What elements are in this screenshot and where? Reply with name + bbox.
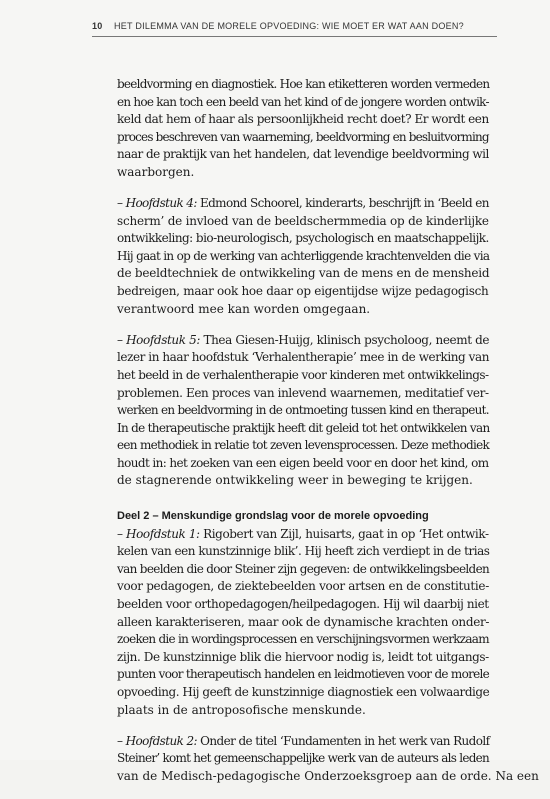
text-line: het beeld in de verhalentherapie voor kinderen met ontwikkelings- [117,367,489,382]
text-line: plaats in de antroposofische menskunde. [117,702,366,717]
text-run: Thea Giesen-Huijg, klinisch psycholoog, neemt de [200,332,490,347]
text-run: Rigobert van Zijl, huisarts, gaat in op ‘Het ontwik- [199,526,489,541]
text-run: Edmond Schoorel, kinderarts, beschrijft in ‘Beeld en [196,196,489,211]
text-line: lezer in haar hoofdstuk ‘Verhalentherapie’ mee in de werking van [117,350,490,365]
text-line: de beeldtechniek de ontwikkeling van de mens en de mensheid [117,266,490,281]
chapter-label: Hoofdstuk 4: [125,196,197,211]
text-line [117,332,489,350]
dash: – [117,332,127,347]
text-line: een methodiek in relatie tot zeven levensprocessen. Deze methodiek [117,438,490,453]
text-line: verantwoord mee kan worden omgegaan. [117,301,371,316]
text-line: In de therapeutische praktijk heeft dit geleid tot het ontwikkelen van [117,420,490,435]
text-line: keld dat hem of haar als persoonlijkheid recht doet? Er wordt een [117,112,489,127]
page-number: 10 [92,21,103,31]
paragraph-deel2-hoofdstuk-2 [117,733,539,786]
text-line: opvoeding. Hij geeft de kunstzinnige diagnostiek een volwaardige [117,685,490,699]
text-line: Hij gaat in op de werking van achterliggende krachtenvelden die via [117,248,490,263]
dash: – [117,733,126,748]
text-line [117,526,489,544]
text-line: ontwikkeling: bio-neurologisch, psychologisch en maatschappelijk. [117,231,489,246]
text-line: waarborgen. [117,164,195,179]
text-line: de stagnerende ontwikkeling weer in beweging te krijgen. [117,473,473,488]
text-line: zijn. De kunstzinnige blik die hiervoor nodig is, leidt tot uitgangs- [117,649,489,664]
text-line: punten voor therapeutisch handelen en leidmotieven voor de morele [117,667,490,682]
text-line: beeldvorming en diagnostiek. Hoe kan etiketteren worden vermeden [117,77,490,91]
chapter-label: Hoofdstuk 1: [126,526,200,541]
text-line: problemen. Een proces van inlevend waarnemen, meditatief ver- [117,385,489,400]
text-line: van de Medisch-pedagogische Onderzoeksgroep aan de orde. Na een [117,768,539,783]
text-line: en hoe kan toch een beeld van het kind of de jongere worden ontwik- [117,94,489,109]
dash: – [117,196,126,211]
text-line: Steiner’ komt het gemeenschappelijke werk van de auteurs als leden [117,751,489,766]
paragraph-beeldvorming [117,76,489,182]
running-title: HET DILEMMA VAN DE MORELE OPVOEDING: WIE MOET ER WAT AAN DOEN? [114,21,464,31]
text-line [117,733,489,751]
text-line: naar de praktijk van het handelen, dat levendige beeldvorming wil [117,147,489,162]
text-line: scherm’ de invloed van de beeldschermmedia op de kinderlijke [117,213,489,228]
paragraph-hoofdstuk-4 [117,195,489,318]
chapter-label: Hoofdstuk 2: [125,733,197,748]
text-line: van beelden die door Steiner zijn gegeven: de ontwikkelingsbeelden [117,561,490,576]
text-line: alleen karakteriseren, maar ook de dynamische krachten onder- [117,614,490,629]
text-line: beelden voor orthopedagogen/heilpedagogen. Hij wil daarbij niet [117,597,489,612]
header-rule [92,36,497,37]
text-line: zoeken die in wordingsprocessen en verschijningsvormen werkzaam [117,632,489,647]
text-line: bedreigen, maar ook hoe daar op eigentijdse wijze pedagogisch [117,284,489,299]
text-line [117,195,489,213]
text-run: Onder de titel ‘Fundamenten in het werk van Rudolf [196,733,490,748]
text-line: proces beschreven van waarneming, beeldvorming en besluitvorming [117,129,489,144]
text-line: werken en beeldvorming in de ontmoeting tussen kind en therapeut. [117,403,489,418]
text-line: voor pedagogen, de ziektebeelden voor artsen en de constitutie- [117,579,489,594]
dash: – [117,526,127,541]
body-text [117,76,539,799]
running-header [92,21,532,31]
paragraph-deel2-hoofdstuk-1 [117,526,489,720]
paragraph-hoofdstuk-5 [117,332,489,490]
section-heading: Deel 2 – Menskundige grondslag voor de morele opvoeding [117,510,429,523]
chapter-label: Hoofdstuk 5: [126,332,201,347]
text-line: houdt in: het zoeken van een eigen beeld voor en door het kind, om [117,455,489,470]
text-line: kelen van een kunstzinnige blik’. Hij heeft zich verdiept in de trias [117,544,490,559]
